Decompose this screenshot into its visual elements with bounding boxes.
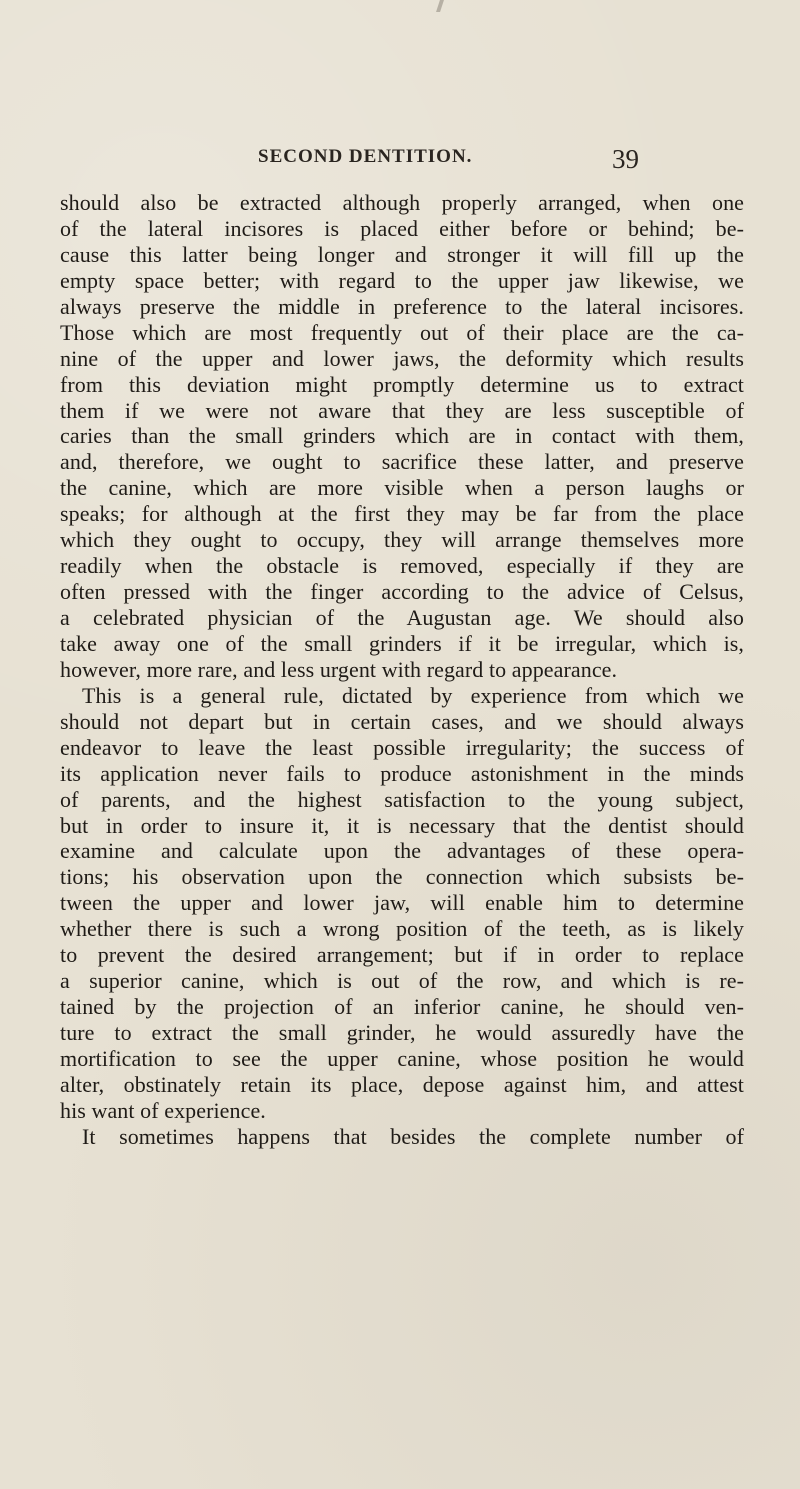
text-line: should not depart but in certain cases, and we should always: [60, 708, 744, 734]
text-line: whether there is such a wrong position of the teeth, as is likely: [60, 916, 744, 942]
text-line: however, more rare, and less urgent with regard to appearance.: [60, 656, 618, 682]
page-header: [0, 146, 800, 176]
text-line: them if we were not aware that they are less susceptible of: [60, 397, 744, 423]
text-line: empty space better; with regard to the upper jaw likewise, we: [60, 267, 744, 293]
text-line: which they ought to occupy, they will arrange themselves more: [60, 527, 744, 553]
text-line: It sometimes happens that besides the complete number of: [82, 1123, 744, 1149]
text-line: of parents, and the highest satisfaction to the young subject,: [60, 786, 744, 812]
page-number: 39: [612, 144, 639, 174]
text-line: alter, obstinately retain its place, depose against him, and attest: [60, 1071, 744, 1097]
text-line: often pressed with the finger according to the advice of Celsus,: [60, 579, 744, 605]
text-line: always preserve the middle in preference to the lateral incisores.: [60, 293, 744, 319]
text-line: the canine, which are more visible when a person laughs or: [60, 475, 744, 501]
text-line: a celebrated physician of the Augustan age. We should also: [60, 605, 744, 630]
text-line: Those which are most frequently out of their place are the ca-: [60, 319, 744, 345]
running-head: SECOND DENTITION.: [258, 146, 473, 167]
text-line: This is a general rule, dictated by experience from which we: [82, 682, 744, 708]
ink-mark: [436, 0, 444, 12]
body-text: [60, 190, 744, 1150]
text-line: but in order to insure it, it is necessary that the dentist should: [60, 812, 744, 838]
text-line: tained by the projection of an inferior canine, he should ven-: [60, 994, 744, 1020]
text-line: should also be extracted although properly arranged, when one: [60, 190, 744, 215]
text-line: speaks; for although at the first they may be far from the place: [60, 501, 744, 527]
text-line: take away one of the small grinders if it be irregular, which is,: [60, 630, 744, 656]
text-line: of the lateral incisores is placed either before or behind; be-: [60, 215, 744, 241]
text-line: nine of the upper and lower jaws, the deformity which results: [60, 345, 744, 371]
text-line: tween the upper and lower jaw, will enable him to determine: [60, 890, 744, 916]
text-line: his want of experience.: [60, 1097, 266, 1123]
text-line: mortification to see the upper canine, whose position he would: [60, 1045, 744, 1071]
text-line: a superior canine, which is out of the row, and which is re-: [60, 968, 744, 994]
text-line: examine and calculate upon the advantages of these opera-: [60, 838, 744, 864]
text-line: and, therefore, we ought to sacrifice these latter, and preserve: [60, 449, 744, 475]
text-line: readily when the obstacle is removed, especially if they are: [60, 553, 744, 579]
text-line: caries than the small grinders which are in contact with them,: [60, 423, 744, 449]
text-line: its application never fails to produce astonishment in the minds: [60, 760, 744, 786]
text-line: from this deviation might promptly determine us to extract: [60, 371, 744, 397]
text-line: to prevent the desired arrangement; but if in order to replace: [60, 942, 744, 968]
text-line: endeavor to leave the least possible irregularity; the success of: [60, 734, 744, 760]
text-line: tions; his observation upon the connection which subsists be-: [60, 864, 744, 890]
text-line: cause this latter being longer and stronger it will fill up the: [60, 241, 744, 267]
text-line: ture to extract the small grinder, he would assuredly have the: [60, 1020, 744, 1045]
